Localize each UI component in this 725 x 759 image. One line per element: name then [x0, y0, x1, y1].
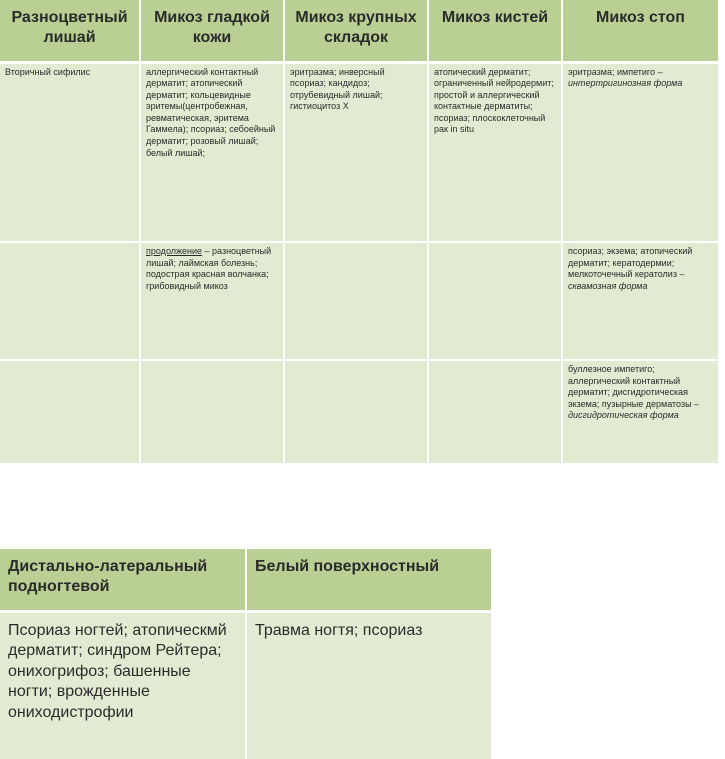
table-cell: эритразма; инверсный псориаз; кандидоз; отрубевидный лишай; гистиоцитоз Х: [284, 62, 428, 242]
onychomycosis-table: [0, 549, 493, 759]
table-cell: [284, 360, 428, 464]
table-cell: Псориаз ногтей; атопическмй дерматит; синдром Рейтера; онихогрифоз; башенные ногти; врожденные ониходистрофии: [0, 611, 246, 759]
form-label: сквамозная форма: [568, 280, 648, 291]
table-row: [0, 360, 719, 464]
table-cell: [0, 242, 140, 360]
table-cell: [428, 242, 562, 360]
table-header-row: [0, 0, 719, 62]
header-pityriasis-versicolor: Разноцветный лишай: [0, 0, 140, 62]
table-cell: [562, 360, 719, 464]
header-distal-lateral-subungual: Дистально-латеральный подногтевой: [0, 549, 246, 611]
table-row: [0, 62, 719, 242]
table-row: [0, 242, 719, 360]
table-cell: Вторичный сифилис: [0, 62, 140, 242]
table-header-row: [0, 549, 492, 611]
table-cell: [284, 242, 428, 360]
cell-text: – разноцветный лишай; лаймская болезнь; подострая красная волчанка; грибовидный микоз: [146, 246, 272, 291]
cell-text: псориаз; экзема; атопический дерматит; кератодермии; мелкоточечный кератолиз –: [568, 246, 693, 280]
header-white-superficial: Белый поверхностный: [246, 549, 492, 611]
form-label: интертригинозная форма: [568, 78, 683, 89]
header-tinea-cruris: Микоз крупных складок: [284, 0, 428, 62]
header-tinea-manuum: Микоз кистей: [428, 0, 562, 62]
header-tinea-pedis: Микоз стоп: [562, 0, 719, 62]
continuation-link[interactable]: продолжение: [146, 246, 203, 256]
table-cell: атопический дерматит; ограниченный нейродермит; простой и аллергический контактные дерматиты; псориаз; плоскоклеточный рак in situ: [428, 62, 562, 242]
form-label: дисгидротическая форма: [568, 410, 679, 421]
header-tinea-corporis: Микоз гладкой кожи: [140, 0, 284, 62]
table-cell: аллергический контактный дерматит; атопический дерматит; кольцевидные эритемы(центробежная, ревматическая, эритема Гаммела); псориаз; себоейный дерматит; розовый лишай; белый лишай;: [140, 62, 284, 242]
table-cell: [428, 360, 562, 464]
table-cell: Травма ногтя; псориаз: [246, 611, 492, 759]
table-cell: [562, 242, 719, 360]
table-cell: [140, 360, 284, 464]
table-cell: [562, 62, 719, 242]
table-cell: [0, 360, 140, 464]
cell-text: эритразма; импетиго –: [568, 66, 663, 77]
table-cell: [140, 242, 284, 360]
cell-text: буллезное импетиго; аллергический контактный дерматит; дисгидротическая экзема; пузырные дерматозы –: [568, 364, 700, 409]
table-row: [0, 611, 492, 759]
